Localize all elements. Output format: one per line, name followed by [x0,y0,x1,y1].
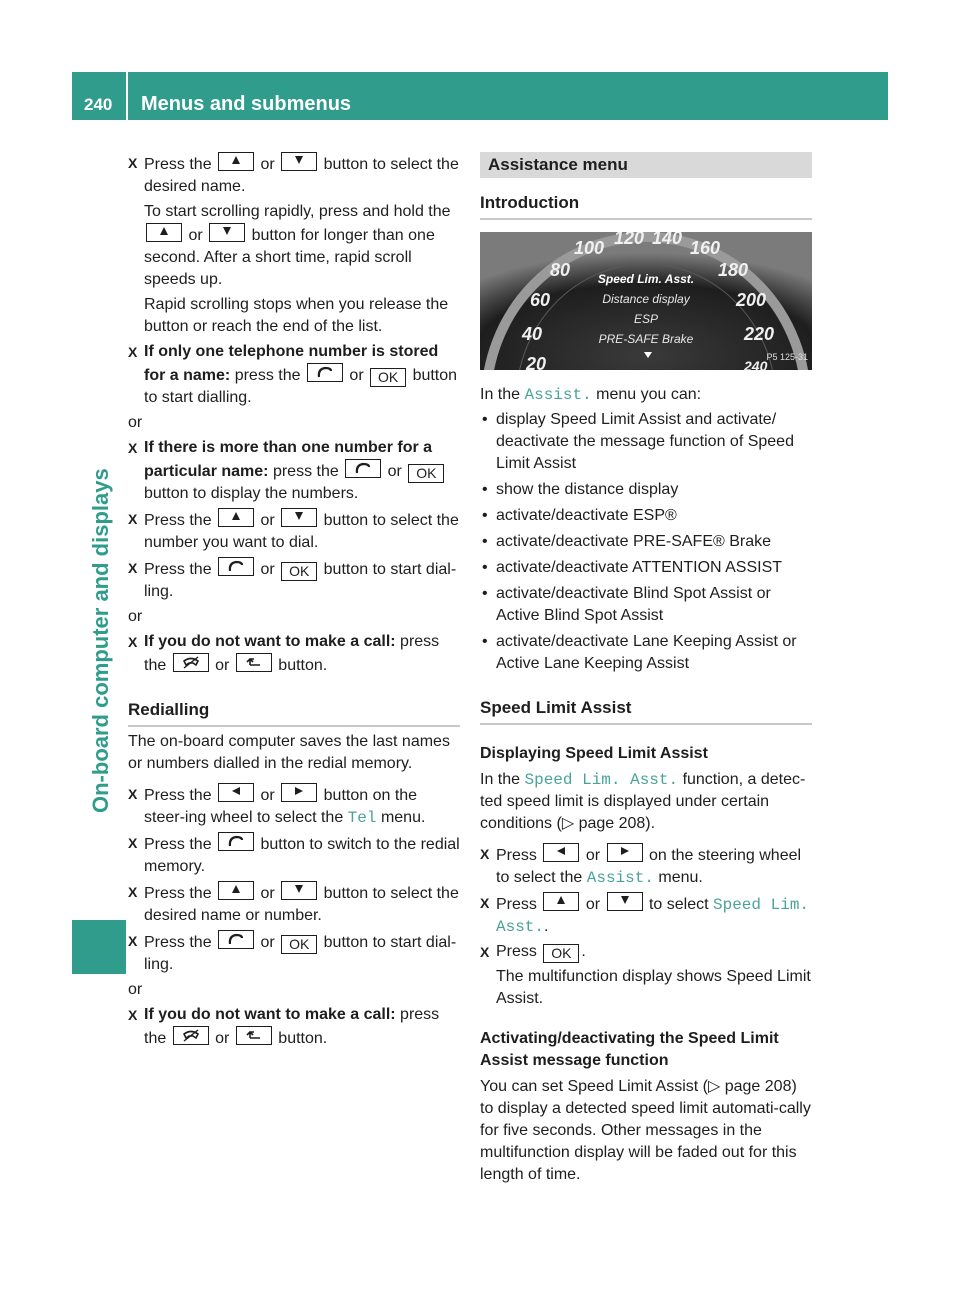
section-title-assistance-menu: Assistance menu [480,152,812,178]
bullet-item: • display Speed Limit Assist and activate/ deactivate the message function of Speed Limit Assist [480,409,812,475]
dial-menu-item: Speed Lim. Asst. [597,272,695,286]
list-item: X Press or to select Speed Lim. Asst.. [480,892,812,938]
dial-number: 180 [718,260,749,280]
bullet-item: • activate/deactivate PRE-SAFE® Brake [480,531,812,553]
dial-number: 20 [526,354,547,370]
page-number: 240 [84,95,113,114]
section-heading-introduction: Introduction [480,192,812,220]
intro-text: In the Assist. menu you can: [480,386,702,404]
menu-name-tel: Tel [347,809,377,827]
arrow-down-icon [281,508,317,527]
menu-name-assist: Assist. [586,869,654,887]
scroll-down-icon [644,352,652,358]
list-item: X If only one telephone number is stored for a name: press the or OK button to start dialling. [128,341,460,409]
ok-key: OK [543,944,579,963]
ok-key: OK [370,368,406,387]
activating-text: You can set Speed Limit Assist (▷ page 208) to display a detected speed limit automati-cally for five seconds. Other messages in the multifunction display will be faded out for this length of time. [480,1078,811,1183]
dial-number: 220 [744,324,775,344]
list-item: X Press the or button to select the desired name. [128,152,460,198]
subheading-displaying: Displaying Speed Limit Assist [480,745,708,762]
instrument-cluster-image [480,232,812,370]
back-icon [236,1026,272,1045]
list-item: X Press the or button to select the desired name or number. [128,881,460,927]
arrow-up-icon [218,881,254,900]
section-heading-redialling: Redialling [128,699,460,727]
list-item: X Press the or OK button to start dial-ling. [128,557,460,603]
bullet-item: • activate/deactivate ATTENTION ASSIST [480,557,812,579]
arrow-left-icon [543,843,579,862]
page-title: Menus and submenus [141,93,352,115]
dial-number: 100 [574,238,605,258]
bullet-item: • activate/deactivate ESP® [480,505,812,527]
list-item: X Press the or OK button to start dial-ling. [128,930,460,976]
ok-key: OK [281,935,317,954]
dial-number: 40 [522,324,543,344]
arrow-down-icon [281,881,317,900]
arrow-left-icon [218,783,254,802]
list-item: X Press the or button to select the number you want to dial. [128,508,460,554]
ok-key: OK [281,562,317,581]
displaying-text: In the Speed Lim. Asst. function, a detec-ted speed limit is displayed under certain conditions (▷ page 208). [480,771,806,832]
phone-icon [218,930,254,949]
list-item: X If you do not want to make a call: press the or button. [128,1004,460,1050]
list-item: X Press the button to switch to the redial memory. [128,832,460,878]
list-item-detail: The multifunction display shows Speed Limit Assist. [496,968,811,1007]
bullet-item: • activate/deactivate Blind Spot Assist or Active Blind Spot Assist [480,583,812,627]
section-heading-speed-limit-assist: Speed Limit Assist [480,697,812,725]
arrow-up-icon [218,508,254,527]
menu-name-assist: Assist. [524,386,592,404]
subheading-activating: Activating/deactivating the Speed Limit Assist message function [480,1030,779,1069]
dial-menu-item: ESP [633,312,658,326]
list-item: X Press OK . [480,941,812,963]
arrow-up-icon [218,152,254,171]
side-marker [72,920,126,974]
dial-number: 160 [690,238,721,258]
or-text: or [128,608,143,625]
list-item: X If you do not want to make a call: press the or button. [128,631,460,677]
arrow-down-icon [281,152,317,171]
dial-number: 60 [530,290,551,310]
bullet-item: • activate/deactivate Lane Keeping Assist or Active Lane Keeping Assist [480,631,812,675]
redial-intro: The on-board computer saves the last names or numbers dialled in the redial memory. [128,733,450,772]
header-divider [126,72,128,120]
menu-name-speed-lim-asst: Speed Lim. Asst. [524,771,679,789]
arrow-up-icon [146,223,182,242]
left-column [128,152,460,1053]
phone-icon [307,363,343,382]
menu-name-speed-lim-asst: Speed Lim. Asst. [496,896,810,936]
hang-up-icon [173,1026,209,1045]
arrow-right-icon [607,843,643,862]
list-item: X If there is more than one number for a particular name: press the or OK button to display the numbers. [128,437,460,505]
list-item-detail: Rapid scrolling stops when you release the button or reach the end of the list. [144,296,449,335]
arrow-down-icon [607,892,643,911]
ok-key: OK [408,464,444,483]
phone-icon [218,832,254,851]
list-item: X Press the or button on the steer-ing wheel to select the Tel menu. [128,783,460,829]
or-text: or [128,414,143,431]
hang-up-icon [173,653,209,672]
arrow-right-icon [281,783,317,802]
dial-number: 240 [744,358,768,370]
bullet-item: • show the distance display [480,479,812,501]
dial-number: 140 [652,232,683,248]
or-text: or [128,981,143,998]
arrow-up-icon [543,892,579,911]
dial-number: 200 [736,290,767,310]
dial-menu-item: PRE-SAFE Brake [598,332,694,346]
right-column [480,152,812,1194]
dial-number: 80 [550,260,571,280]
back-icon [236,653,272,672]
dial-number: 120 [614,232,645,248]
list-item-detail: To start scrolling rapidly, press and hold the or button for longer than one second. After a short time, rapid scroll speeds up. [144,203,451,288]
side-chapter-label: On-board computer and displays [88,468,113,813]
dial-menu-item: Distance display [602,292,690,306]
list-item: X Press or on the steering wheel to select the Assist. menu. [480,843,812,889]
arrow-down-icon [209,223,245,242]
phone-icon [218,557,254,576]
image-code: P5 125-31 [766,352,808,362]
phone-icon [345,459,381,478]
